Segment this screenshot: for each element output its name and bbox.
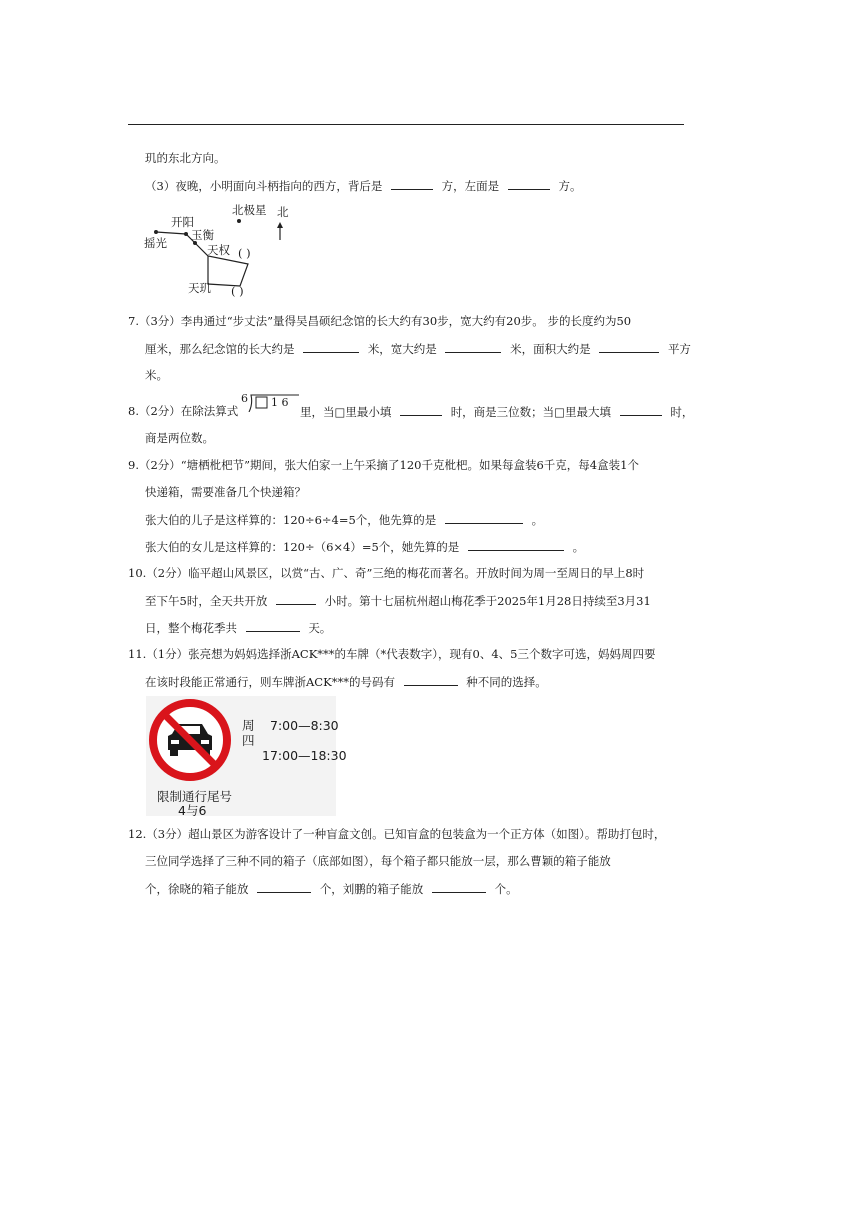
answer-blank[interactable] bbox=[400, 403, 442, 416]
q7-line3: 米。 bbox=[145, 368, 168, 382]
answer-paren-1[interactable]: ( ) bbox=[238, 246, 251, 260]
answer-blank[interactable] bbox=[404, 673, 458, 686]
division-bracket bbox=[241, 394, 299, 412]
label-tianquan: 天权 bbox=[207, 243, 230, 257]
q7-line1: 7.（3分）李冉通过“步丈法”量得吴昌硕纪念馆的长大约有30步，宽大约有20步。 步的长度约为50 bbox=[128, 314, 632, 328]
q8-line2: 商是两位数。 bbox=[145, 431, 214, 445]
q7-line2: 厘米，那么纪念馆的长大约是 米，宽大约是 米，面积大约是 平方 bbox=[145, 342, 691, 356]
answer-blank[interactable] bbox=[445, 511, 523, 524]
answer-blank[interactable] bbox=[257, 880, 311, 893]
answer-paren-2[interactable]: ( ) bbox=[231, 284, 244, 298]
q8-line1-b: 里，当□里最小填 时，商是三位数；当□里最大填 时， bbox=[300, 405, 694, 419]
answer-blank[interactable] bbox=[599, 340, 659, 353]
answer-blank[interactable] bbox=[445, 340, 501, 353]
q12-line2: 三位同学选择了三种不同的箱子（底部如图），每个箱子都只能放一层，那么曹颖的箱子能放 bbox=[145, 854, 611, 868]
q12-line1: 12.（3分）超山景区为游客设计了一种盲盒文创。已知盲盒的包装盒为一个正方体（如图）。帮助打包时， bbox=[128, 827, 666, 841]
label-north: 北 bbox=[277, 205, 289, 219]
label-beiji: 北极星 bbox=[232, 203, 267, 217]
dividend-tail: 1 6 bbox=[271, 396, 289, 409]
division-expression bbox=[241, 394, 299, 412]
q6-continuation: 玑的东北方向。 bbox=[145, 151, 226, 165]
q9-line2: 快递箱，需要准备几个快递箱？ bbox=[145, 485, 306, 499]
label-yaoguang: 摇光 bbox=[144, 236, 167, 250]
label-tianji: 天玑 bbox=[188, 281, 211, 295]
answer-blank[interactable] bbox=[246, 619, 300, 632]
q6-sub3: （3）夜晚，小明面向斗柄指向的西方，背后是 方，左面是 方。 bbox=[145, 179, 582, 193]
answer-blank[interactable] bbox=[468, 538, 564, 551]
answer-blank[interactable] bbox=[276, 592, 316, 605]
answer-blank[interactable] bbox=[508, 177, 550, 190]
header-rule bbox=[128, 124, 684, 125]
q9-daughter: 张大伯的女儿是这样算的：120÷（6×4）=5个，她先算的是 。 bbox=[145, 540, 585, 554]
q10-line3: 日，整个梅花季共 天。 bbox=[145, 621, 332, 635]
q11-line1: 11.（1分）张亮想为妈妈选择浙ACK***的车牌（*代表数字），现有0、4、5三个数字可选，妈妈周四要 bbox=[128, 647, 656, 661]
q8-line1-a: 8.（2分）在除法算式 bbox=[128, 404, 239, 418]
divisor: 6 bbox=[241, 392, 248, 405]
label-kaiyang: 开阳 bbox=[171, 215, 194, 229]
sign-caption-1: 限制通行尾号 bbox=[157, 789, 233, 804]
answer-blank[interactable] bbox=[620, 403, 662, 416]
big-dipper-figure bbox=[140, 198, 290, 304]
sign-time-1: 7:00—8:30 bbox=[270, 718, 339, 733]
sign-caption-2: 4与6 bbox=[178, 803, 207, 818]
sign-day-2: 四 bbox=[242, 733, 255, 748]
q9-line1: 9.（2分）“塘栖枇杷节”期间，张大伯家一上午采摘了120千克枇杷。如果每盒装6千克，每4盒装1个 bbox=[128, 458, 639, 472]
sign-day-1: 周 bbox=[242, 718, 255, 733]
no-car-sign-icon bbox=[146, 696, 236, 786]
answer-blank[interactable] bbox=[391, 177, 433, 190]
q10-line2: 至下午5时，全天共开放 小时。第十七届杭州超山梅花季于2025年1月28日持续至3月31 bbox=[145, 594, 651, 608]
answer-blank[interactable] bbox=[303, 340, 359, 353]
answer-blank[interactable] bbox=[432, 880, 486, 893]
q12-line3: 个，徐晓的箱子能放 个，刘鹏的箱子能放 个。 bbox=[145, 882, 518, 896]
traffic-restriction-figure bbox=[146, 696, 347, 818]
q10-line1: 10.（2分）临平超山风景区，以赏“古、广、奇”三绝的梅花而著名。开放时间为周一至周日的早上8时 bbox=[128, 566, 645, 580]
label-yuheng: 玉衡 bbox=[191, 228, 214, 242]
sign-time-2: 17:00—18:30 bbox=[262, 748, 347, 763]
q11-line2: 在该时段能正常通行，则车牌浙ACK***的号码有 种不同的选择。 bbox=[145, 675, 547, 689]
q9-son: 张大伯的儿子是这样算的：120÷6÷4=5个，他先算的是 。 bbox=[145, 513, 544, 527]
